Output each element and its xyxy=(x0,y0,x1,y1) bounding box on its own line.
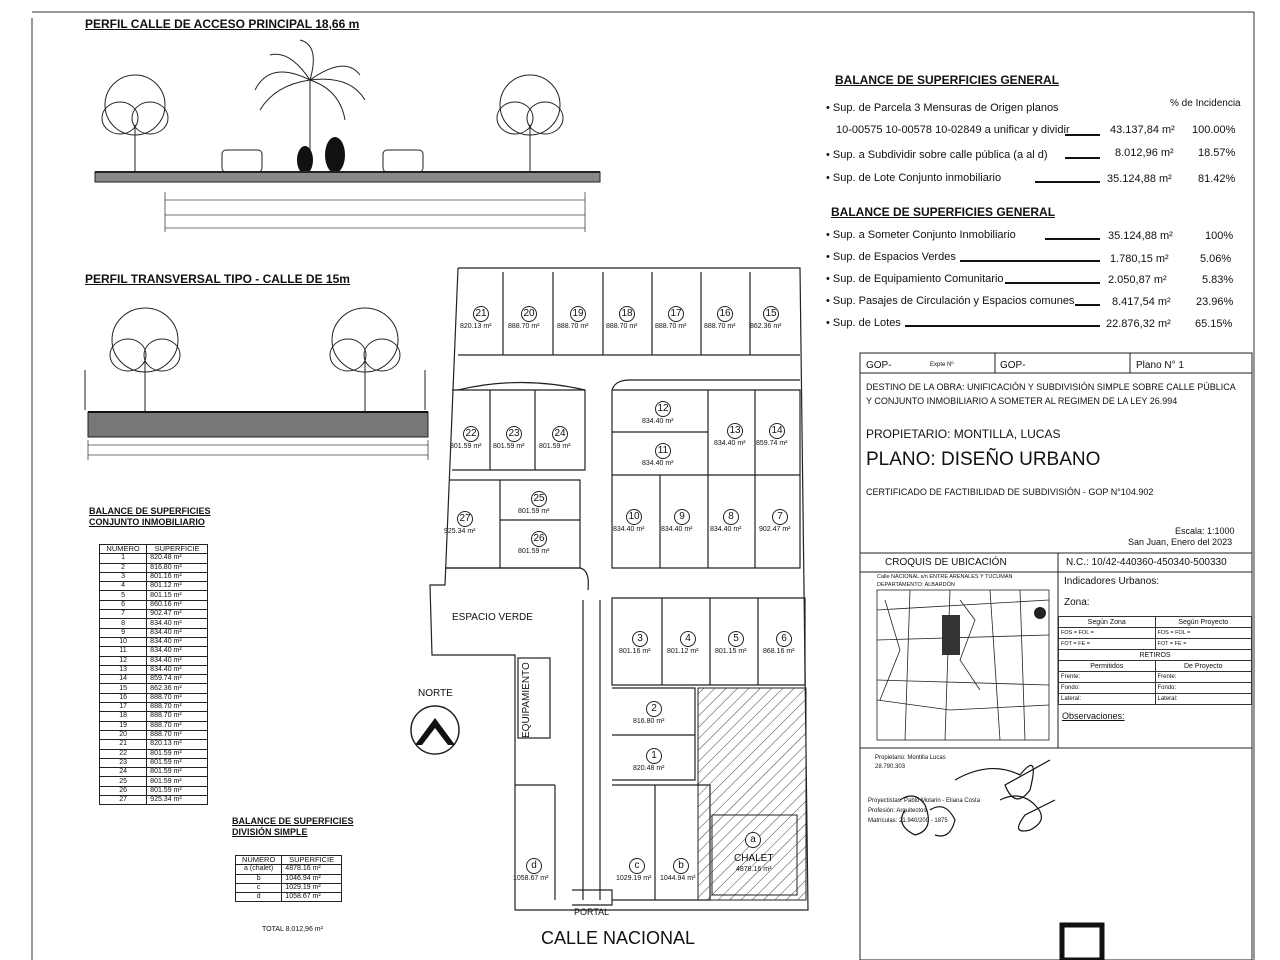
zone-label: Zona: xyxy=(1064,597,1090,608)
chalet-area: 4878.16 m² xyxy=(736,866,772,873)
lot-number: 4 xyxy=(680,631,696,647)
table-row: 22 801.59 m² xyxy=(100,749,208,758)
observations: Observaciones: xyxy=(1062,711,1125,721)
owner: PROPIETARIO: MONTILLA, LUCAS xyxy=(866,427,1061,441)
lot-number: 7 xyxy=(772,509,788,525)
lot-area: 834.40 m² xyxy=(661,526,693,533)
table-row: 21 820.13 m² xyxy=(100,740,208,749)
balance-value: 22.876,32 m² xyxy=(1106,318,1171,330)
gop-label: GOP- xyxy=(866,360,892,371)
table-row: 9 834.40 m² xyxy=(100,628,208,637)
table-row: 26 801.59 m² xyxy=(100,786,208,795)
table-row: d 1058.67 m² xyxy=(236,893,342,902)
balance-general-title-1: BALANCE DE SUPERFICIES GENERAL xyxy=(835,73,1060,87)
indicators-table: Según Zona Según Proyecto FOS = FOL = FOS = FOL = FOT = FE = FOT = FE = RETIROS Permitidos De Proyecto Frente: Frente: Fondo: Fondo: Lateral: Lateral: xyxy=(1058,616,1252,705)
division-total: TOTAL 8.012,96 m² xyxy=(262,926,323,933)
table-row: 25 801.59 m² xyxy=(100,777,208,786)
balance-pct: 18.57% xyxy=(1198,147,1236,159)
balance-pct: 81.42% xyxy=(1198,173,1236,185)
lot-table-subtitle: CONJUNTO INMOBILIARIO xyxy=(89,517,205,527)
chalet-label: CHALET xyxy=(734,853,774,864)
lot-number: 18 xyxy=(619,306,635,322)
balance-value: 35.124,88 m² xyxy=(1108,230,1173,242)
lot-area: 862.36 m² xyxy=(750,323,782,330)
incidence-header: % de Incidencia xyxy=(1170,98,1241,109)
lot-area: 834.40 m² xyxy=(642,460,674,467)
date: San Juan, Enero del 2023 xyxy=(1128,537,1233,547)
lot-area: 820.13 m² xyxy=(460,323,492,330)
registration: Matrículas: 21.940/200 - 1875 xyxy=(868,818,948,824)
balance-value: 1.780,15 m² xyxy=(1110,253,1169,265)
balance-row: • Sup. de Equipamiento Comunitario xyxy=(826,273,1004,285)
lot-area: 888.70 m² xyxy=(655,323,687,330)
balance-row: • Sup. de Lote Conjunto inmobiliario xyxy=(826,172,1002,184)
lot-number: 11 xyxy=(655,443,671,459)
certificate: CERTIFICADO DE FACTIBILIDAD DE SUBDIVISIÓN - GOP N°104.902 xyxy=(866,487,1154,497)
lot-area: 1044.94 m² xyxy=(660,875,696,882)
table-row: 15 862.36 m² xyxy=(100,684,208,693)
table-row: 20 888.70 m² xyxy=(100,730,208,739)
lot-area: 801.59 m² xyxy=(518,508,550,515)
table-row: 19 888.70 m² xyxy=(100,721,208,730)
main-profile-title: PERFIL CALLE DE ACCESO PRINCIPAL 18,66 m xyxy=(85,17,360,31)
location-sketch-title: CROQUIS DE UBICACIÓN xyxy=(885,557,1007,568)
location-note: Calle NACIONAL s/n ENTRE ARENALES Y TUCUMAN xyxy=(877,574,1013,580)
lot-number: 23 xyxy=(506,426,522,442)
division-area-table: NUMERO SUPERFICIE a (chalet) 4878.16 m² b 1046.94 m² c 1029.19 m² d 1058.67 m² xyxy=(235,855,342,902)
lot-table-title: BALANCE DE SUPERFICIES xyxy=(89,506,211,516)
lot-area: 801.15 m² xyxy=(715,648,747,655)
destino-line-2: Y CONJUNTO INMOBILIARIO A SOMETER AL REGIMEN DE LA LEY 26.994 xyxy=(866,396,1178,406)
balance-pct: 5.06% xyxy=(1200,253,1232,265)
lot-area: 801.59 m² xyxy=(518,548,550,555)
balance-row: • Sup. de Parcela 3 Mensuras de Origen planos xyxy=(826,102,1059,114)
table-row: 24 801.59 m² xyxy=(100,768,208,777)
plan-title: PLANO: DISEÑO URBANO xyxy=(866,449,1101,470)
lot-number: 6 xyxy=(776,631,792,647)
balance-row: • Sup. a Someter Conjunto Inmobiliario xyxy=(826,229,1016,241)
lot-number: c xyxy=(629,858,645,874)
owner-signature-label: Propietario: Montilla Lucas xyxy=(875,755,946,761)
balance-value: 8.417,54 m² xyxy=(1112,296,1171,308)
lot-number: 22 xyxy=(463,426,479,442)
balance-value: 8.012,96 m² xyxy=(1115,147,1174,159)
lot-area: 801.16 m² xyxy=(619,648,651,655)
balance-row: • Sup. a Subdividir sobre calle pública (a al d) xyxy=(826,149,1048,161)
balance-general-title-2: BALANCE DE SUPERFICIES GENERAL xyxy=(831,205,1056,219)
table-row: 27 925.34 m² xyxy=(100,796,208,805)
lot-number: 12 xyxy=(655,401,671,417)
table-row: 5 801.15 m² xyxy=(100,591,208,600)
green-space-label: ESPACIO VERDE xyxy=(452,612,533,623)
lot-number: 5 xyxy=(728,631,744,647)
table-row: 16 888.70 m² xyxy=(100,693,208,702)
table-row: 13 834.40 m² xyxy=(100,665,208,674)
lot-area: 902.47 m² xyxy=(759,526,791,533)
balance-row: • Sup. de Lotes xyxy=(826,317,901,329)
expte-label: Expte Nº xyxy=(930,362,954,368)
table-row: 14 859.74 m² xyxy=(100,675,208,684)
lot-area: 801.59 m² xyxy=(450,443,482,450)
table-row: 6 860.16 m² xyxy=(100,600,208,609)
lot-number: 13 xyxy=(727,423,743,439)
table-row: 4 801.12 m² xyxy=(100,582,208,591)
lot-area: 888.70 m² xyxy=(557,323,589,330)
balance-pct: 65.15% xyxy=(1195,318,1233,330)
lot-number-a: a xyxy=(745,832,761,848)
lot-number: 10 xyxy=(626,509,642,525)
lot-area: 888.70 m² xyxy=(606,323,638,330)
table-row: 3 801.16 m² xyxy=(100,572,208,581)
division-table-title: BALANCE DE SUPERFICIES xyxy=(232,816,354,826)
lot-area: 888.70 m² xyxy=(508,323,540,330)
lot-area: 834.40 m² xyxy=(710,526,742,533)
balance-value: 43.137,84 m² xyxy=(1110,124,1175,136)
lot-number: 1 xyxy=(646,748,662,764)
lot-number: 26 xyxy=(531,531,547,547)
table-row: 12 834.40 m² xyxy=(100,656,208,665)
north-label: NORTE xyxy=(418,688,453,699)
balance-pct: 100% xyxy=(1205,230,1234,242)
lot-area: 816.80 m² xyxy=(633,718,665,725)
lot-number: 27 xyxy=(457,511,473,527)
portal-label: PORTAL xyxy=(574,907,610,917)
cadastral-number: N.C.: 10/42-440360-450340-500330 xyxy=(1066,557,1227,568)
table-row: 11 834.40 m² xyxy=(100,647,208,656)
lot-area: 925.34 m² xyxy=(444,528,476,535)
table-row: 18 888.70 m² xyxy=(100,712,208,721)
cross-profile-title: PERFIL TRANSVERSAL TIPO - CALLE DE 15m xyxy=(85,272,350,286)
street-name: CALLE NACIONAL xyxy=(541,928,696,948)
table-row: a (chalet) 4878.16 m² xyxy=(236,865,342,874)
table-row: 23 801.59 m² xyxy=(100,758,208,767)
destino-line-1: DESTINO DE LA OBRA: UNIFICACIÓN Y SUBDIVISIÓN SIMPLE SOBRE CALLE PÚBLICA xyxy=(866,382,1236,392)
gop-label-2: GOP- xyxy=(1000,360,1026,371)
lot-number: 3 xyxy=(632,631,648,647)
lot-number: 20 xyxy=(521,306,537,322)
lot-area: 859.74 m² xyxy=(756,440,788,447)
balance-pct: 23.96% xyxy=(1196,296,1234,308)
table-row: c 1029.19 m² xyxy=(236,883,342,892)
department: DEPARTAMENTO: ALBARDÓN xyxy=(877,582,955,588)
urban-indicators: Indicadores Urbanos: xyxy=(1064,576,1160,587)
table-row: 8 834.40 m² xyxy=(100,619,208,628)
division-table-subtitle: DIVISIÓN SIMPLE xyxy=(232,827,308,837)
balance-value: 2.050,87 m² xyxy=(1108,274,1167,286)
profession: Profesión: Arquitectos xyxy=(868,808,927,814)
lot-area: 868.16 m² xyxy=(763,648,795,655)
balance-row: 10-00575 10-00578 10-02849 a unificar y dividir xyxy=(836,124,1070,136)
lot-number: 17 xyxy=(668,306,684,322)
lot-number: b xyxy=(673,858,689,874)
lot-number: 25 xyxy=(531,491,547,507)
owner-id: 28.790.303 xyxy=(875,764,906,770)
lot-area: 834.40 m² xyxy=(714,440,746,447)
lot-number: d xyxy=(526,858,542,874)
table-row: b 1046.94 m² xyxy=(236,874,342,883)
lot-area: 801.12 m² xyxy=(667,648,699,655)
lot-area: 820.48 m² xyxy=(633,765,665,772)
lot-number: 24 xyxy=(552,426,568,442)
lot-number: 15 xyxy=(763,306,779,322)
balance-pct: 100.00% xyxy=(1192,124,1236,136)
balance-row: • Sup. de Espacios Verdes xyxy=(826,251,956,263)
lot-number: 9 xyxy=(674,509,690,525)
scale: Escala: 1:1000 xyxy=(1175,526,1235,536)
lot-number: 16 xyxy=(717,306,733,322)
table-row: 7 902.47 m² xyxy=(100,610,208,619)
lot-number: 19 xyxy=(570,306,586,322)
lot-area: 1029.19 m² xyxy=(616,875,652,882)
lot-area: 834.40 m² xyxy=(642,418,674,425)
plano-number: Plano N° 1 xyxy=(1136,360,1184,371)
designers: Proyectistas: Pablo Molarin - Eliana Costa xyxy=(868,798,981,804)
lot-area: 834.40 m² xyxy=(613,526,645,533)
balance-pct: 5.83% xyxy=(1202,274,1234,286)
table-row: 2 816.80 m² xyxy=(100,563,208,572)
lot-number: 14 xyxy=(769,423,785,439)
lot-area: 801.59 m² xyxy=(493,443,525,450)
table-row: 10 834.40 m² xyxy=(100,637,208,646)
lot-number: 8 xyxy=(723,509,739,525)
balance-value: 35.124,88 m² xyxy=(1107,173,1172,185)
lot-area-table: NUMERO SUPERFICIE 1 820.48 m² 2 816.80 m² 3 801.16 m² 4 801.12 m² 5 801.15 m² 6 860.16 m² 7 902.47 m² 8 834.40 m² 9 834.40 m² 10 834.40 m² 11 834.40 m² 12 834.40 m² 13 834.40 m² 14 859.74 m² 15 862.36 m² 16 888.70 m² 17 888.70 m² 18 888.70 m² 19 888.70 m² 20 888.70 m² 21 820.13 m² 22 801.59 m² 23 801.59 m² 24 801.59 m² 25 801.59 m² 26 801.59 m² 27 925.34 m² xyxy=(99,544,208,805)
table-row: 17 888.70 m² xyxy=(100,703,208,712)
table-row: 1 820.48 m² xyxy=(100,554,208,563)
balance-row: • Sup. Pasajes de Circulación y Espacios comunes xyxy=(826,295,1075,307)
lot-number: 2 xyxy=(646,701,662,717)
lot-area: 1058.67 m² xyxy=(513,875,549,882)
lot-number: 21 xyxy=(473,306,489,322)
lot-area: 888.70 m² xyxy=(704,323,736,330)
lot-area: 801.59 m² xyxy=(539,443,571,450)
equipment-label: EQUIPAMIENTO xyxy=(521,662,532,738)
